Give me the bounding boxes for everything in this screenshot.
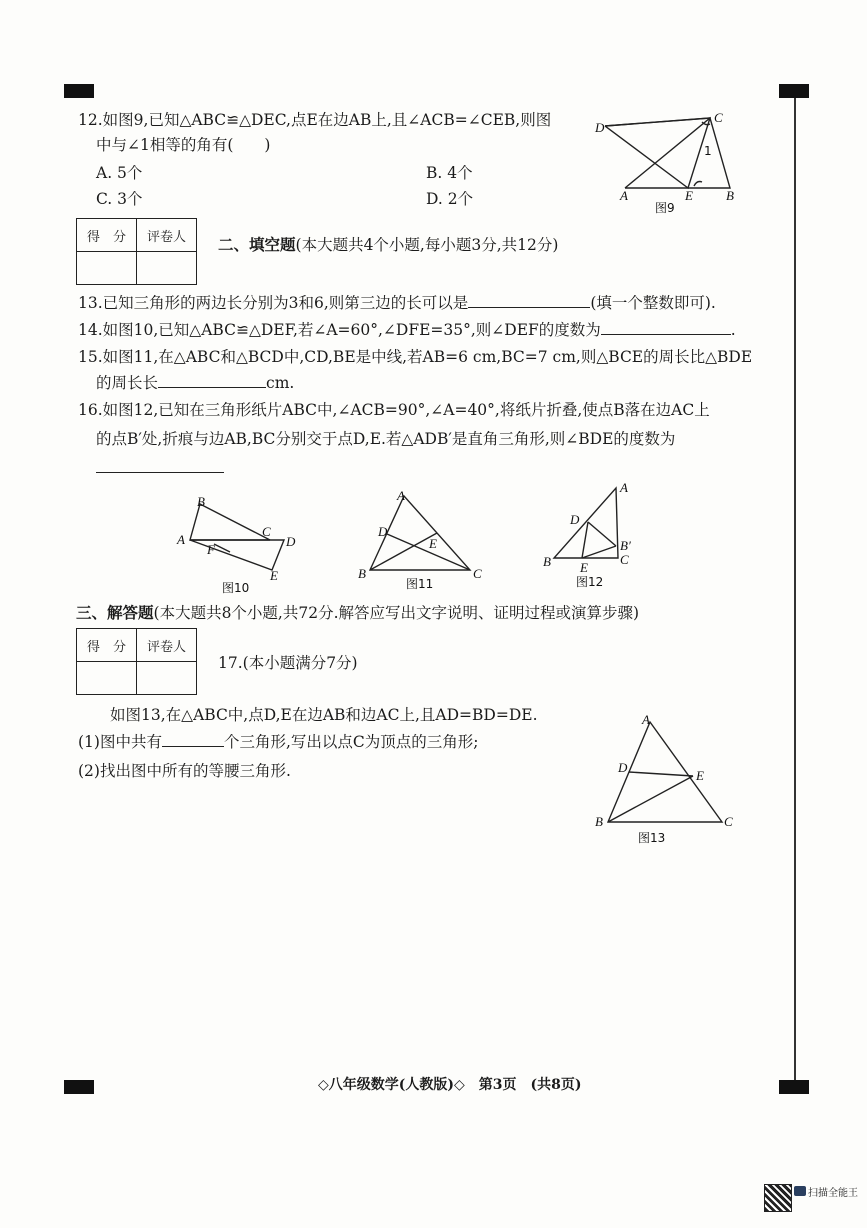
section2-heading	[218, 234, 558, 256]
svg-text:D: D	[570, 512, 580, 527]
q17-answer-blank[interactable]	[162, 732, 224, 747]
svg-text:C: C	[473, 566, 482, 581]
svg-text:E: E	[270, 568, 278, 583]
q15-text: 的周长长	[96, 374, 159, 392]
scanner-logo-icon	[794, 1186, 806, 1196]
section3-note: (本大题共8个小题,共72分.解答应写出文字说明、证明过程或演算步骤)	[153, 604, 640, 622]
svg-text:D: D	[286, 534, 296, 549]
q12-option-b: B. 4个	[426, 164, 473, 182]
svg-text:D: D	[595, 120, 605, 135]
q13-hint: (填一个整数即可).	[590, 294, 716, 312]
qr-code-icon	[764, 1184, 792, 1212]
fig10-triangle-def	[190, 540, 284, 570]
section3-heading	[76, 602, 639, 624]
svg-text:E: E	[429, 536, 437, 551]
svg-text:B: B	[595, 814, 603, 829]
fig13-caption: 图13	[638, 831, 666, 845]
fig11-caption: 图11	[406, 577, 434, 591]
score-box-section3	[76, 628, 197, 695]
section2-title: 二、填空题	[218, 236, 296, 254]
figure-11	[352, 488, 492, 594]
grader-label: 评卷人	[137, 629, 197, 662]
svg-text:C: C	[724, 814, 733, 829]
svg-text:C: C	[262, 524, 271, 539]
q12-option-d: D. 2个	[426, 190, 474, 208]
q14-end: .	[730, 321, 736, 339]
svg-text:A: A	[177, 532, 185, 547]
svg-text:E: E	[685, 188, 693, 203]
svg-text:C: C	[620, 552, 629, 567]
fig9-triangle-dec	[605, 118, 710, 188]
fig12-triangle-abc	[554, 488, 618, 558]
svg-text:A: A	[642, 712, 650, 727]
fig10-caption: 图10	[222, 581, 250, 595]
registration-mark-bottom-left	[64, 1080, 94, 1094]
q13	[78, 292, 716, 314]
q16-line1: 16.如图12,已知在三角形纸片ABC中,∠ACB=90°,∠A=40°,将纸片折叠,使点B落在边AC上	[78, 401, 710, 419]
q16-answer-blank[interactable]	[96, 458, 224, 473]
q14-answer-blank[interactable]	[601, 320, 731, 335]
svg-text:F: F	[207, 542, 215, 557]
figure-13	[590, 710, 740, 846]
q17-stem: 如图13,在△ABC中,点D,E在边AB和边AC上,且AD=BD=DE.	[110, 706, 538, 724]
q17-header: 17.(本小题满分7分)	[218, 654, 358, 672]
q17-part2: (2)找出图中所有的等腰三角形.	[78, 762, 291, 780]
q15-line2	[96, 372, 294, 394]
q16-line2: 的点B′处,折痕与边AB,BC分别交于点D,E.若△ADB′是直角三角形,则∠BDE的度数为	[96, 430, 676, 448]
grader-cell[interactable]	[137, 252, 197, 285]
q14-text: 14.如图10,已知△ABC≌△DEF,若∠A=60°,∠DFE=35°,则∠DEF的度数为	[78, 321, 601, 339]
fig10-triangle-abc	[190, 504, 270, 540]
svg-text:D: D	[618, 760, 628, 775]
svg-text:D: D	[378, 524, 388, 539]
section3-title: 三、解答题	[76, 604, 154, 622]
q13-answer-blank[interactable]	[468, 293, 590, 308]
fig12-caption: 图12	[576, 575, 604, 589]
score-cell[interactable]	[77, 662, 137, 695]
score-cell[interactable]	[77, 252, 137, 285]
q14	[78, 319, 736, 341]
score-label: 得 分	[77, 219, 137, 252]
svg-text:B: B	[543, 554, 551, 569]
q15-line1: 15.如图11,在△ABC和△BCD中,CD,BE是中线,若AB=6 cm,BC=7 cm,则△BCE的周长比△BDE	[78, 348, 753, 366]
q17-part1-rest: 个三角形,写出以点C为顶点的三角形;	[223, 733, 479, 751]
grader-cell[interactable]	[137, 662, 197, 695]
q17-part1-text: (1)图中共有	[78, 733, 162, 751]
scanner-watermark	[764, 1184, 858, 1218]
fig9-caption: 图9	[655, 201, 675, 215]
svg-text:1: 1	[704, 144, 712, 158]
svg-text:A: A	[397, 488, 405, 503]
binding-line	[794, 98, 796, 1080]
score-label: 得 分	[77, 629, 137, 662]
svg-text:E: E	[696, 768, 704, 783]
q15-answer-blank[interactable]	[158, 373, 266, 388]
fig13-segment-be	[608, 776, 693, 822]
q12-stem-line1: 12.如图9,已知△ABC≌△DEC,点E在边AB上,且∠ACB=∠CEB,则图	[78, 111, 552, 129]
svg-text:B: B	[726, 188, 734, 203]
figure-12	[538, 478, 648, 592]
section2-note: (本大题共4个小题,每小题3分,共12分)	[295, 236, 559, 254]
svg-text:A: A	[620, 480, 628, 495]
registration-mark-bottom-right	[779, 1080, 809, 1094]
svg-text:A: A	[620, 188, 628, 203]
registration-mark-top-left	[64, 84, 94, 98]
q13-text: 13.已知三角形的两边长分别为3和6,则第三边的长可以是	[78, 294, 469, 312]
q12-option-a: A. 5个	[96, 164, 143, 182]
grader-label: 评卷人	[137, 219, 197, 252]
score-box-section2	[76, 218, 197, 285]
svg-text:E: E	[580, 560, 588, 575]
figure-9	[590, 108, 750, 216]
q17-part1	[78, 731, 478, 753]
svg-text:B′: B′	[620, 538, 631, 553]
fig13-segment-de	[629, 772, 693, 776]
svg-text:B: B	[358, 566, 366, 581]
figure-10	[172, 494, 312, 596]
page-footer: ◇八年级数学(人教版)◇ 第3页 (共8页)	[318, 1077, 582, 1093]
svg-text:B: B	[197, 494, 205, 509]
svg-text:C: C	[714, 110, 723, 125]
scanner-brand-text: 扫描全能王	[808, 1188, 858, 1199]
q12-stem-line2: 中与∠1相等的角有( )	[96, 136, 271, 154]
q12-option-c: C. 3个	[96, 190, 143, 208]
q15-unit: cm.	[266, 374, 295, 392]
registration-mark-top-right	[779, 84, 809, 98]
